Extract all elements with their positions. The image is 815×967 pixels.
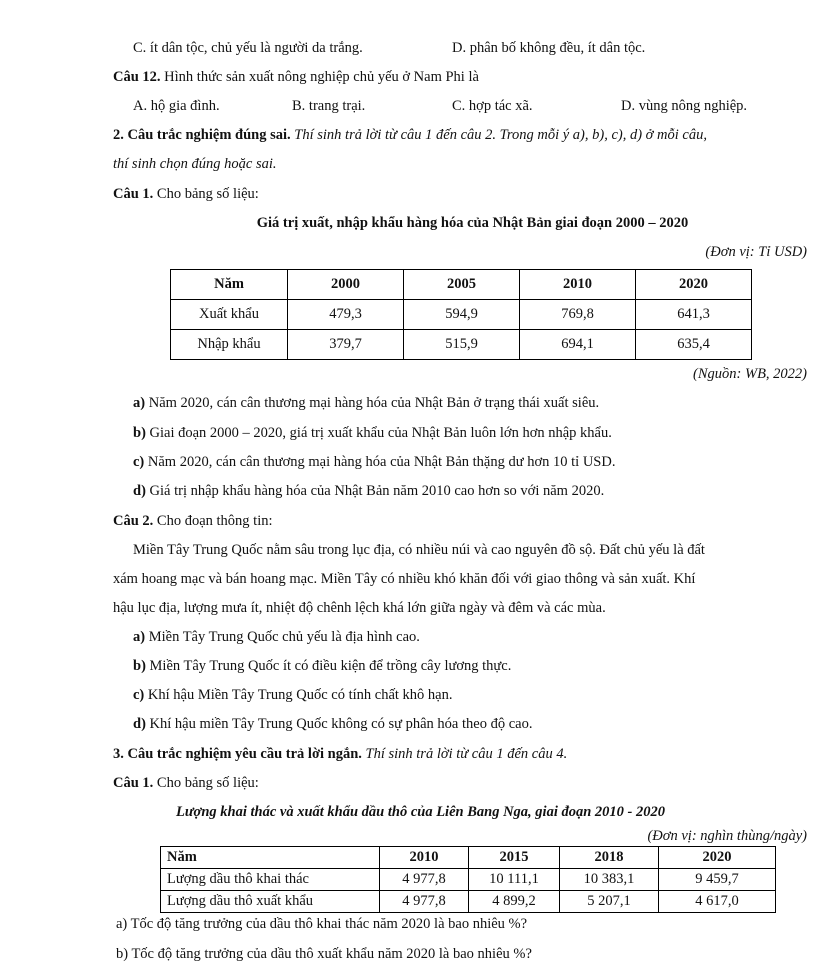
table-header-row — [161, 847, 776, 869]
s2q1-item-d: d) Giá trị nhập khẩu hàng hóa của Nhật Bản năm 2010 cao hơn so với năm 2020. — [133, 483, 605, 499]
s2q1-item-a: a) Năm 2020, cán cân thương mại hàng hóa của Nhật Bản ở trạng thái xuất siêu. — [133, 395, 600, 411]
s2q2-item-d: d) Khí hậu miền Tây Trung Quốc không có sự phân hóa theo độ cao. — [133, 716, 533, 732]
question-12 — [113, 68, 479, 86]
table-cell: 635,4 — [636, 330, 752, 360]
table-1-source: (Nguồn: WB, 2022) — [693, 366, 807, 382]
table-row — [171, 300, 752, 330]
table-row — [171, 330, 752, 360]
header-cell: 2020 — [636, 270, 752, 300]
table-cell: 4 899,2 — [469, 891, 560, 913]
section-title: 3. Câu trắc nghiệm yêu cầu trả lời ngắn. — [113, 746, 362, 762]
s3q1-question-b: b) Tốc độ tăng trưởng của dầu thô xuất khẩu năm 2020 là bao nhiêu %? — [116, 946, 532, 962]
header-cell: 2010 — [520, 270, 636, 300]
question-text: Cho đoạn thông tin: — [153, 513, 273, 529]
table-cell: 9 459,7 — [659, 869, 776, 891]
table-row — [161, 891, 776, 913]
section-instruction-cont: thí sinh chọn đúng hoặc sai. — [113, 156, 277, 172]
table-cell: 4 977,8 — [380, 891, 469, 913]
table-cell: 379,7 — [288, 330, 404, 360]
question-text: Cho bảng số liệu: — [153, 186, 259, 202]
table-cell: 10 111,1 — [469, 869, 560, 891]
table-export-import-japan — [170, 269, 752, 360]
q12-option-b: B. trang trại. — [292, 98, 366, 114]
table-cell: 4 977,8 — [380, 869, 469, 891]
q12-option-d: D. vùng nông nghiệp. — [621, 98, 748, 114]
option-d: D. phân bố không đều, ít dân tộc. — [452, 40, 646, 56]
header-cell: 2015 — [469, 847, 560, 869]
paragraph-line: Miền Tây Trung Quốc nằm sâu trong lục địa, có nhiều núi và cao nguyên đồ sộ. Đất chủ yếu là đất — [133, 542, 705, 558]
option-c: C. ít dân tộc, chủ yếu là người da trắng. — [133, 40, 363, 56]
table-cell: 641,3 — [636, 300, 752, 330]
section-title: 2. Câu trắc nghiệm đúng sai. — [113, 127, 291, 143]
header-cell: Năm — [161, 847, 380, 869]
table-cell: 10 383,1 — [560, 869, 659, 891]
header-cell: Năm — [171, 270, 288, 300]
table-cell: 694,1 — [520, 330, 636, 360]
question-label: Câu 2. — [113, 513, 154, 529]
table-row — [161, 869, 776, 891]
table-cell: 4 617,0 — [659, 891, 776, 913]
question-text: Cho bảng số liệu: — [153, 775, 259, 791]
s2q2-item-c: c) Khí hậu Miền Tây Trung Quốc có tính chất khô hạn. — [133, 687, 453, 703]
table-cell: 515,9 — [404, 330, 520, 360]
paragraph-line: xám hoang mạc và bán hoang mạc. Miền Tây có nhiều khó khăn đối với giao thông và sản xuất. Khí — [113, 571, 696, 587]
section-instruction: Thí sinh trả lời từ câu 1 đến câu 4. — [361, 746, 568, 762]
header-cell: 2000 — [288, 270, 404, 300]
row-label: Nhập khẩu — [171, 330, 288, 360]
paragraph-line: hậu lục địa, lượng mưa ít, nhiệt độ chênh lệch khá lớn giữa ngày và đêm và các mùa. — [113, 600, 606, 616]
table-1-unit: (Đơn vị: Tỉ USD) — [705, 244, 807, 260]
question-label: Câu 1. — [113, 775, 154, 791]
table-2-unit: (Đơn vị: nghìn thùng/ngày) — [647, 828, 807, 844]
s2-question-1 — [113, 185, 259, 203]
table-cell: 594,9 — [404, 300, 520, 330]
header-cell: 2020 — [659, 847, 776, 869]
header-cell: 2005 — [404, 270, 520, 300]
q12-option-a: A. hộ gia đình. — [133, 98, 220, 114]
section-2-heading — [113, 126, 707, 144]
s2q2-item-b: b) Miền Tây Trung Quốc ít có điều kiện để trồng cây lương thực. — [133, 658, 512, 674]
s2q1-item-b: b) Giai đoạn 2000 – 2020, giá trị xuất khẩu của Nhật Bản luôn lớn hơn nhập khẩu. — [133, 425, 612, 441]
table-oil-russia — [160, 846, 776, 913]
s3-question-1 — [113, 774, 259, 792]
row-label: Xuất khẩu — [171, 300, 288, 330]
section-3-heading — [113, 745, 567, 763]
table-2-title: Lượng khai thác và xuất khẩu dầu thô của Liên Bang Nga, giai đoạn 2010 - 2020 — [176, 804, 665, 820]
s2q2-item-a: a) Miền Tây Trung Quốc chủ yếu là địa hình cao. — [133, 629, 420, 645]
question-label: Câu 1. — [113, 186, 154, 202]
header-cell: 2018 — [560, 847, 659, 869]
table-cell: 769,8 — [520, 300, 636, 330]
section-instruction: Thí sinh trả lời từ câu 1 đến câu 2. Trong mỗi ý a), b), c), d) ở mỗi câu, — [290, 127, 707, 143]
s2q1-item-c: c) Năm 2020, cán cân thương mại hàng hóa của Nhật Bản thặng dư hơn 10 tỉ USD. — [133, 454, 616, 470]
header-cell: 2010 — [380, 847, 469, 869]
row-label: Lượng dầu thô xuất khẩu — [161, 891, 380, 913]
s3q1-question-a: a) Tốc độ tăng trưởng của dầu thô khai thác năm 2020 là bao nhiêu %? — [116, 916, 528, 932]
table-cell: 5 207,1 — [560, 891, 659, 913]
question-label: Câu 12. — [113, 69, 161, 85]
row-label: Lượng dầu thô khai thác — [161, 869, 380, 891]
table-header-row — [171, 270, 752, 300]
table-cell: 479,3 — [288, 300, 404, 330]
question-text: Hình thức sản xuất nông nghiệp chủ yếu ở Nam Phi là — [160, 69, 479, 85]
table-1-title: Giá trị xuất, nhập khẩu hàng hóa của Nhật Bản giai đoạn 2000 – 2020 — [256, 215, 689, 231]
q12-option-c: C. hợp tác xã. — [452, 98, 533, 114]
s2-question-2 — [113, 512, 273, 530]
